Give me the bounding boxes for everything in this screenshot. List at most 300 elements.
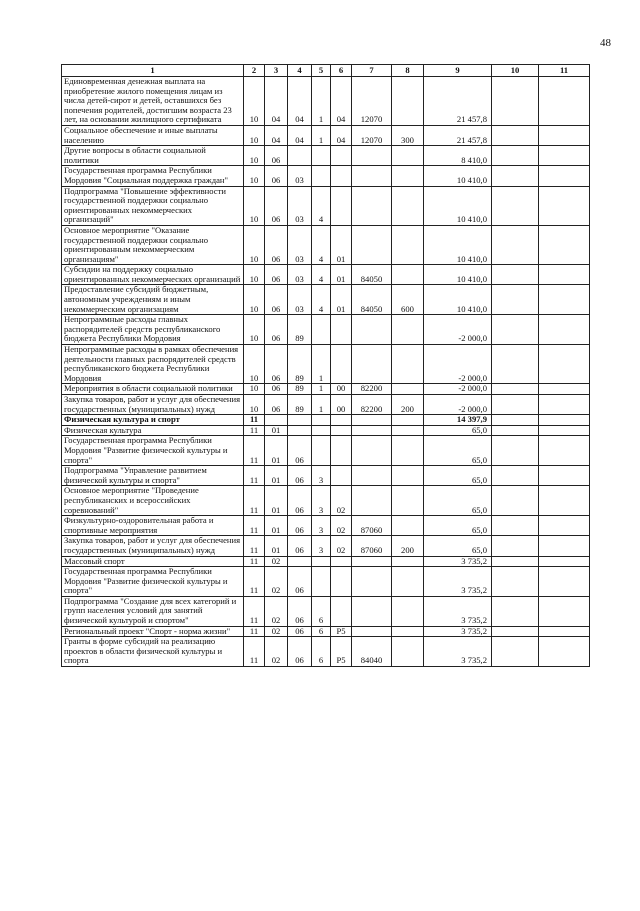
row-value-cell: 06 [288, 466, 312, 486]
row-value-cell: 10 [244, 146, 265, 166]
row-value-cell: 01 [265, 536, 288, 556]
row-name-cell: Государственная программа Республики Мордовия "Развитие физической культуры и спорта" [62, 567, 244, 597]
row-value-cell [352, 315, 392, 345]
row-value-cell: 00 [331, 395, 352, 415]
row-value-cell: 02 [331, 536, 352, 556]
column-header: 11 [539, 65, 590, 77]
row-name-cell: Субсидии на поддержку социально ориентированных некоммерческих организаций [62, 265, 244, 285]
row-value-cell: 6 [312, 637, 331, 667]
row-value-cell [492, 225, 539, 264]
row-name-cell: Непрограммные расходы в рамках обеспечения деятельности главных распорядителей средств республиканского бюджета Республики Мордовия [62, 345, 244, 384]
row-value-cell: 21 457,8 [424, 125, 492, 145]
row-value-cell [492, 345, 539, 384]
row-value-cell: 11 [244, 516, 265, 536]
row-value-cell [352, 166, 392, 186]
row-value-cell [539, 345, 590, 384]
row-value-cell [539, 486, 590, 516]
row-value-cell [312, 567, 331, 597]
row-value-cell [352, 415, 392, 426]
row-value-cell: 3 [312, 516, 331, 536]
row-value-cell: 3 [312, 486, 331, 516]
table-row [62, 146, 590, 166]
row-value-cell: 11 [244, 637, 265, 667]
row-value-cell [492, 466, 539, 486]
row-value-cell: 1 [312, 77, 331, 126]
row-value-cell: 89 [288, 384, 312, 395]
row-name-cell: Физическая культура и спорт [62, 415, 244, 426]
row-value-cell [312, 315, 331, 345]
column-header: 5 [312, 65, 331, 77]
table-row [62, 77, 590, 126]
row-value-cell [539, 637, 590, 667]
row-value-cell [352, 436, 392, 466]
row-value-cell: 21 457,8 [424, 77, 492, 126]
row-value-cell: 11 [244, 415, 265, 426]
row-value-cell: 12070 [352, 125, 392, 145]
row-value-cell [492, 626, 539, 637]
row-value-cell [392, 415, 424, 426]
row-value-cell: 03 [288, 285, 312, 315]
row-value-cell [539, 516, 590, 536]
row-value-cell: 4 [312, 225, 331, 264]
header-row [62, 65, 590, 77]
row-value-cell [539, 384, 590, 395]
row-value-cell: 1 [312, 125, 331, 145]
row-value-cell: 01 [265, 516, 288, 536]
row-value-cell [352, 146, 392, 166]
row-value-cell: 14 397,9 [424, 415, 492, 426]
page-number: 48 [600, 37, 611, 49]
table-row [62, 395, 590, 415]
row-value-cell [331, 466, 352, 486]
row-value-cell: 6 [312, 596, 331, 626]
row-value-cell [492, 516, 539, 536]
row-value-cell [288, 556, 312, 567]
row-value-cell [352, 596, 392, 626]
row-value-cell [492, 536, 539, 556]
row-value-cell [492, 186, 539, 225]
row-value-cell [492, 415, 539, 426]
table-row [62, 596, 590, 626]
row-value-cell: 84050 [352, 285, 392, 315]
row-value-cell [492, 315, 539, 345]
row-value-cell [492, 166, 539, 186]
row-value-cell: 06 [265, 146, 288, 166]
row-name-cell: Государственная программа Республики Мордовия "Развитие физической культуры и спорта" [62, 436, 244, 466]
row-value-cell: 3 735,2 [424, 567, 492, 597]
row-value-cell [392, 637, 424, 667]
row-value-cell: 06 [265, 384, 288, 395]
row-value-cell: 10 410,0 [424, 285, 492, 315]
row-value-cell: 84050 [352, 265, 392, 285]
table-row [62, 186, 590, 225]
table-row [62, 425, 590, 436]
row-value-cell: 10 410,0 [424, 166, 492, 186]
row-value-cell [352, 425, 392, 436]
row-value-cell: 11 [244, 486, 265, 516]
row-value-cell: 89 [288, 345, 312, 384]
row-value-cell: 65,0 [424, 436, 492, 466]
row-name-cell: Физкультурно-оздоровительная работа и спортивные мероприятия [62, 516, 244, 536]
column-header: 3 [265, 65, 288, 77]
row-value-cell [492, 436, 539, 466]
column-header: 8 [392, 65, 424, 77]
table-row [62, 536, 590, 556]
row-value-cell: 10 [244, 395, 265, 415]
row-value-cell [331, 567, 352, 597]
row-value-cell [539, 315, 590, 345]
row-value-cell [539, 265, 590, 285]
row-value-cell [492, 556, 539, 567]
row-value-cell [539, 536, 590, 556]
row-value-cell: 12070 [352, 77, 392, 126]
row-value-cell [539, 77, 590, 126]
row-value-cell: 06 [265, 345, 288, 384]
row-value-cell: 600 [392, 285, 424, 315]
row-value-cell [539, 567, 590, 597]
row-value-cell: 89 [288, 395, 312, 415]
row-value-cell [312, 425, 331, 436]
row-value-cell [539, 425, 590, 436]
row-value-cell: 02 [265, 637, 288, 667]
row-value-cell [539, 225, 590, 264]
row-value-cell: 04 [331, 77, 352, 126]
row-value-cell: 06 [265, 225, 288, 264]
row-name-cell: Основное мероприятие "Проведение республиканских и всероссийских соревнований" [62, 486, 244, 516]
row-value-cell [492, 425, 539, 436]
row-value-cell: P5 [331, 626, 352, 637]
row-value-cell: 4 [312, 285, 331, 315]
row-value-cell: -2 000,0 [424, 345, 492, 384]
row-value-cell: 02 [265, 556, 288, 567]
row-value-cell [392, 186, 424, 225]
row-value-cell: 82200 [352, 384, 392, 395]
row-value-cell: 10 410,0 [424, 225, 492, 264]
row-value-cell: 03 [288, 225, 312, 264]
row-value-cell: 65,0 [424, 425, 492, 436]
row-value-cell [331, 186, 352, 225]
row-value-cell [352, 626, 392, 637]
row-value-cell: 01 [265, 425, 288, 436]
table-row [62, 637, 590, 667]
row-value-cell: -2 000,0 [424, 384, 492, 395]
row-value-cell: 06 [288, 596, 312, 626]
row-value-cell: 11 [244, 436, 265, 466]
row-value-cell: 10 [244, 345, 265, 384]
row-value-cell [352, 486, 392, 516]
row-value-cell: 87060 [352, 516, 392, 536]
row-value-cell [492, 637, 539, 667]
row-value-cell [312, 556, 331, 567]
row-value-cell: 06 [288, 567, 312, 597]
table-row [62, 556, 590, 567]
table-row [62, 125, 590, 145]
row-value-cell: 11 [244, 536, 265, 556]
row-value-cell: 01 [331, 265, 352, 285]
column-header: 6 [331, 65, 352, 77]
table-row [62, 567, 590, 597]
row-value-cell [352, 186, 392, 225]
row-value-cell: 4 [312, 186, 331, 225]
row-value-cell: 1 [312, 384, 331, 395]
row-value-cell: 6 [312, 626, 331, 637]
row-value-cell: 1 [312, 395, 331, 415]
row-value-cell: 11 [244, 596, 265, 626]
row-value-cell [331, 596, 352, 626]
column-header: 7 [352, 65, 392, 77]
row-value-cell: 200 [392, 395, 424, 415]
row-value-cell [312, 436, 331, 466]
row-value-cell [539, 146, 590, 166]
row-value-cell: 03 [288, 186, 312, 225]
row-value-cell: 10 [244, 125, 265, 145]
table-row [62, 436, 590, 466]
row-value-cell: 300 [392, 125, 424, 145]
row-value-cell [331, 166, 352, 186]
row-value-cell: 04 [265, 125, 288, 145]
table-row [62, 486, 590, 516]
row-value-cell: 65,0 [424, 466, 492, 486]
row-value-cell [288, 415, 312, 426]
row-value-cell [392, 425, 424, 436]
row-value-cell: 10 [244, 166, 265, 186]
table-row [62, 265, 590, 285]
row-value-cell: 06 [288, 436, 312, 466]
row-value-cell [392, 567, 424, 597]
row-value-cell [539, 395, 590, 415]
row-value-cell [312, 415, 331, 426]
row-value-cell: 10 [244, 186, 265, 225]
row-value-cell [392, 436, 424, 466]
row-value-cell: 06 [265, 186, 288, 225]
row-value-cell [539, 285, 590, 315]
row-value-cell: 11 [244, 567, 265, 597]
row-name-cell: Единовременная денежная выплата на приобретение жилого помещения лицам из числа детей-сирот и детей, оставшихся без попечения родителей, достигшим возраста 23 лет, на основании жилищного сертификата [62, 77, 244, 126]
row-value-cell [331, 415, 352, 426]
row-value-cell: 02 [265, 567, 288, 597]
row-value-cell [288, 425, 312, 436]
row-value-cell [312, 166, 331, 186]
row-name-cell: Государственная программа Республики Мордовия "Социальная поддержка граждан" [62, 166, 244, 186]
row-value-cell: 11 [244, 425, 265, 436]
table-row [62, 466, 590, 486]
row-name-cell: Другие вопросы в области социальной политики [62, 146, 244, 166]
row-name-cell: Основное мероприятие "Оказание государственной поддержки социально ориентированным некоммерческим организациям" [62, 225, 244, 264]
table-body [62, 77, 590, 667]
row-value-cell [392, 384, 424, 395]
row-value-cell [492, 596, 539, 626]
row-value-cell [492, 384, 539, 395]
row-value-cell: 06 [288, 626, 312, 637]
row-value-cell [392, 516, 424, 536]
row-name-cell: Подпрограмма "Повышение эффективности государственной поддержки социально ориентированных некоммерческих организаций" [62, 186, 244, 225]
row-value-cell: 02 [331, 486, 352, 516]
row-value-cell [492, 285, 539, 315]
row-value-cell: 3 735,2 [424, 596, 492, 626]
row-value-cell: 06 [265, 395, 288, 415]
row-value-cell [539, 596, 590, 626]
row-value-cell [492, 395, 539, 415]
row-value-cell [392, 556, 424, 567]
row-value-cell [392, 596, 424, 626]
row-value-cell: 03 [288, 166, 312, 186]
row-value-cell [392, 486, 424, 516]
table-row [62, 626, 590, 637]
row-name-cell: Массовый спорт [62, 556, 244, 567]
row-value-cell [392, 225, 424, 264]
row-value-cell: 10 [244, 265, 265, 285]
row-value-cell: 3 735,2 [424, 626, 492, 637]
row-value-cell: 02 [265, 596, 288, 626]
row-value-cell: 03 [288, 265, 312, 285]
row-value-cell: 04 [288, 125, 312, 145]
row-value-cell [331, 425, 352, 436]
row-value-cell [392, 466, 424, 486]
row-name-cell: Физическая культура [62, 425, 244, 436]
row-value-cell: P5 [331, 637, 352, 667]
row-value-cell [539, 186, 590, 225]
row-value-cell: 02 [265, 626, 288, 637]
row-value-cell: -2 000,0 [424, 315, 492, 345]
row-value-cell [492, 77, 539, 126]
table-row [62, 285, 590, 315]
row-value-cell: 10 [244, 225, 265, 264]
row-value-cell: 10 410,0 [424, 265, 492, 285]
row-value-cell [312, 146, 331, 166]
row-value-cell: 10 [244, 384, 265, 395]
row-value-cell [331, 556, 352, 567]
row-value-cell [392, 345, 424, 384]
row-value-cell: 06 [288, 516, 312, 536]
row-value-cell [492, 567, 539, 597]
row-value-cell: 11 [244, 626, 265, 637]
row-value-cell [539, 556, 590, 567]
row-value-cell: 04 [288, 77, 312, 126]
row-value-cell: 89 [288, 315, 312, 345]
row-value-cell [392, 77, 424, 126]
row-value-cell [352, 556, 392, 567]
row-value-cell: 65,0 [424, 486, 492, 516]
row-value-cell [331, 345, 352, 384]
row-value-cell: 3 735,2 [424, 637, 492, 667]
budget-table [61, 64, 590, 667]
row-value-cell: 06 [288, 486, 312, 516]
row-value-cell: 11 [244, 466, 265, 486]
row-value-cell: 02 [331, 516, 352, 536]
row-name-cell: Предоставление субсидий бюджетным, автономным учреждениям и иным некоммерческим организациям [62, 285, 244, 315]
row-value-cell: 06 [288, 536, 312, 556]
row-value-cell: 06 [265, 315, 288, 345]
row-value-cell: 4 [312, 265, 331, 285]
table-row [62, 415, 590, 426]
row-value-cell: 04 [331, 125, 352, 145]
row-name-cell: Закупка товаров, работ и услуг для обеспечения государственных (муниципальных) нужд [62, 395, 244, 415]
row-value-cell: 3 [312, 536, 331, 556]
row-value-cell: 10 [244, 77, 265, 126]
row-value-cell [352, 345, 392, 384]
row-value-cell: 06 [265, 166, 288, 186]
row-value-cell: 04 [265, 77, 288, 126]
row-name-cell: Закупка товаров, работ и услуг для обеспечения государственных (муниципальных) нужд [62, 536, 244, 556]
row-value-cell: 1 [312, 345, 331, 384]
row-name-cell: Социальное обеспечение и иные выплаты населению [62, 125, 244, 145]
row-value-cell: 10 410,0 [424, 186, 492, 225]
row-value-cell [392, 315, 424, 345]
column-header: 4 [288, 65, 312, 77]
row-value-cell: 01 [265, 436, 288, 466]
row-name-cell: Подпрограмма "Управление развитием физической культуры и спорта" [62, 466, 244, 486]
row-name-cell: Гранты в форме субсидий на реализацию проектов в области физической культуры и спорта [62, 637, 244, 667]
row-value-cell [539, 415, 590, 426]
row-value-cell [331, 436, 352, 466]
row-value-cell: 3 [312, 466, 331, 486]
column-header: 10 [492, 65, 539, 77]
row-value-cell: 65,0 [424, 516, 492, 536]
row-name-cell: Непрограммные расходы главных распорядителей средств республиканского бюджета Республики Мордовия [62, 315, 244, 345]
row-value-cell [539, 125, 590, 145]
row-value-cell [331, 146, 352, 166]
row-value-cell [492, 265, 539, 285]
row-value-cell: 01 [331, 285, 352, 315]
row-value-cell: 01 [265, 466, 288, 486]
row-value-cell [331, 315, 352, 345]
row-value-cell [352, 225, 392, 264]
row-name-cell: Подпрограмма "Создание для всех категорий и групп населения условий для занятий физической культурой и спортом" [62, 596, 244, 626]
row-value-cell: 87060 [352, 536, 392, 556]
row-value-cell [392, 265, 424, 285]
row-value-cell: 82200 [352, 395, 392, 415]
column-header: 1 [62, 65, 244, 77]
row-value-cell [539, 466, 590, 486]
table-row [62, 225, 590, 264]
table-row [62, 384, 590, 395]
row-name-cell: Мероприятия в области социальной политики [62, 384, 244, 395]
row-value-cell: 06 [288, 637, 312, 667]
row-value-cell [492, 146, 539, 166]
row-value-cell [492, 486, 539, 516]
row-name-cell: Региональный проект "Спорт - норма жизни" [62, 626, 244, 637]
row-value-cell [539, 436, 590, 466]
row-value-cell [352, 466, 392, 486]
row-value-cell [539, 166, 590, 186]
row-value-cell [392, 626, 424, 637]
row-value-cell [265, 415, 288, 426]
table-row [62, 315, 590, 345]
row-value-cell: 3 735,2 [424, 556, 492, 567]
row-value-cell: 06 [265, 265, 288, 285]
column-header: 9 [424, 65, 492, 77]
row-value-cell: 84040 [352, 637, 392, 667]
table-row [62, 516, 590, 536]
row-value-cell: 01 [265, 486, 288, 516]
row-value-cell [288, 146, 312, 166]
column-header: 2 [244, 65, 265, 77]
row-value-cell: 10 [244, 315, 265, 345]
row-value-cell: 00 [331, 384, 352, 395]
row-value-cell: 8 410,0 [424, 146, 492, 166]
row-value-cell [492, 125, 539, 145]
row-value-cell [392, 166, 424, 186]
row-value-cell: 06 [265, 285, 288, 315]
row-value-cell: 200 [392, 536, 424, 556]
row-value-cell: 10 [244, 285, 265, 315]
row-value-cell [539, 626, 590, 637]
row-value-cell: 65,0 [424, 536, 492, 556]
table-row [62, 166, 590, 186]
row-value-cell [352, 567, 392, 597]
row-value-cell: -2 000,0 [424, 395, 492, 415]
row-value-cell [392, 146, 424, 166]
